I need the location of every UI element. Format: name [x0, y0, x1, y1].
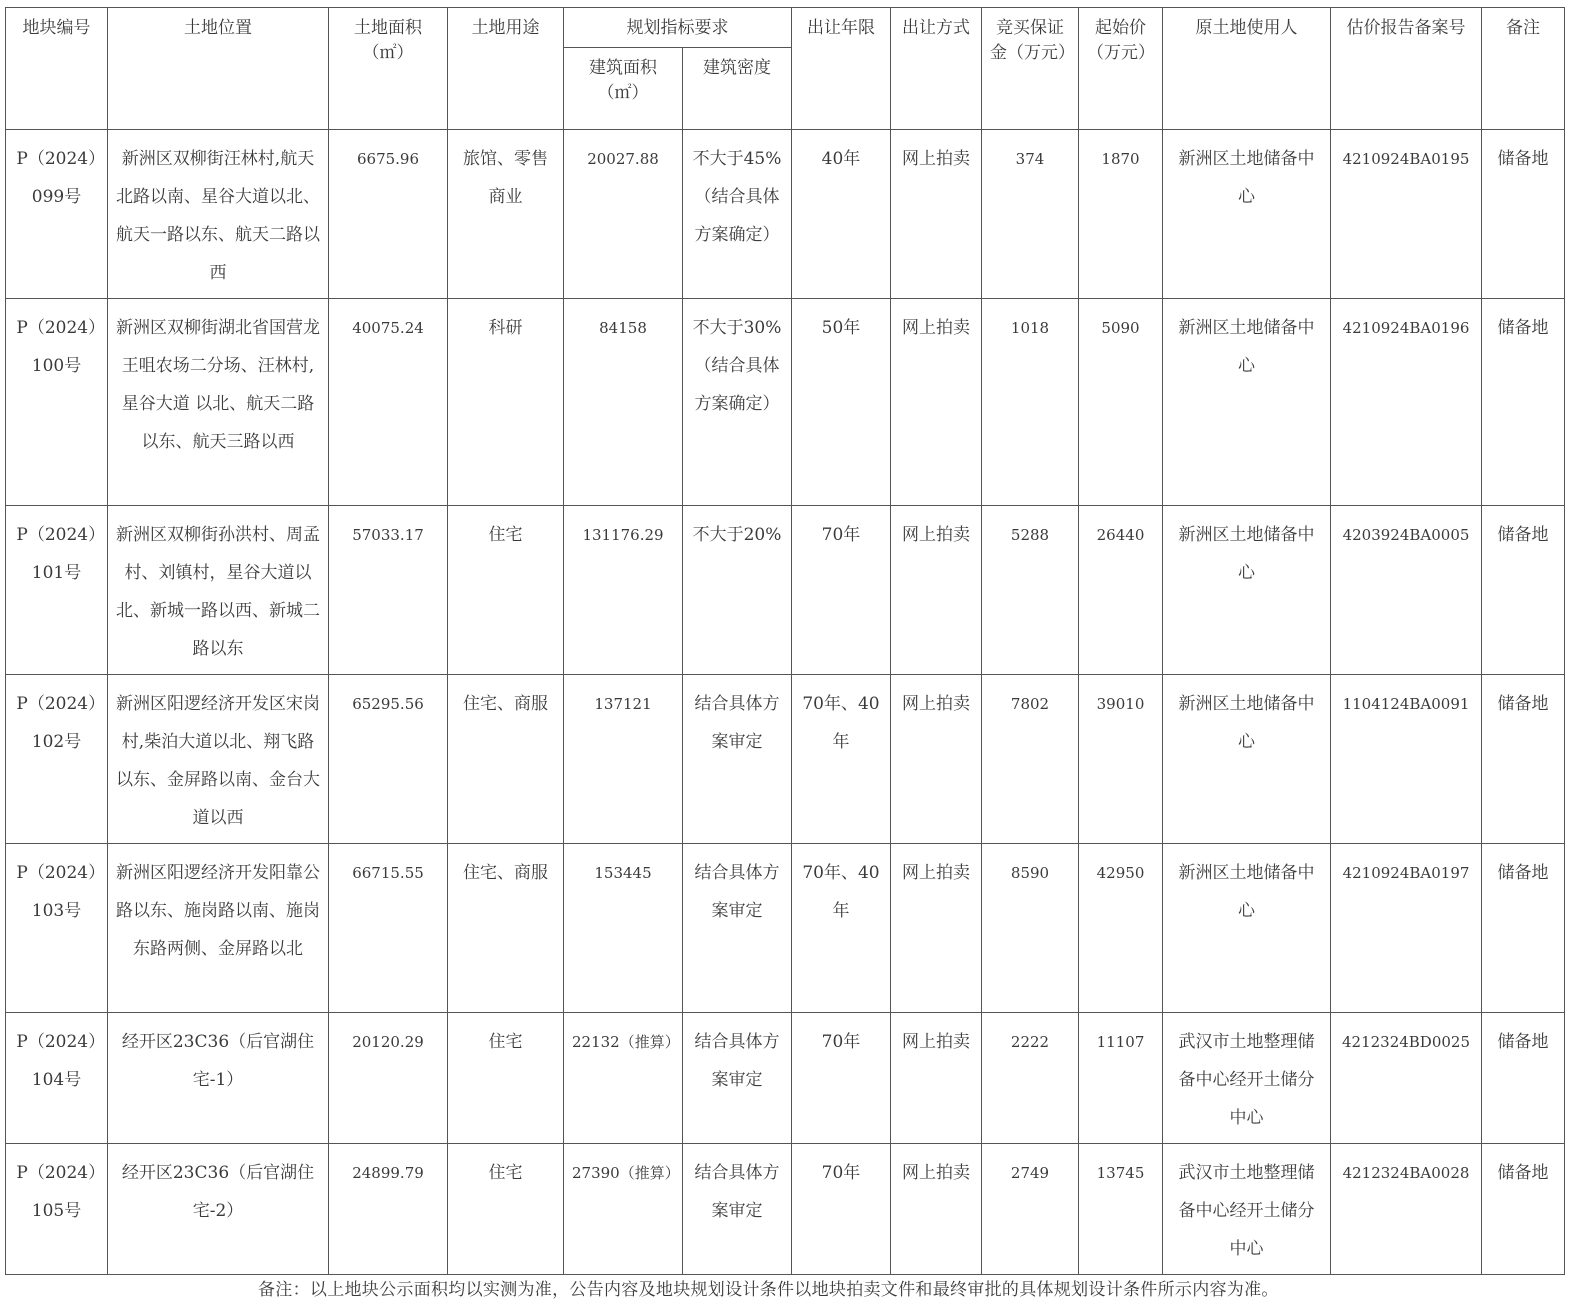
cell-original-user: 新洲区土地储备中心 — [1163, 844, 1331, 1013]
table-row — [6, 844, 1565, 1013]
cell-id: P（2024）103号 — [6, 844, 108, 1013]
cell-start-price: 42950 — [1079, 844, 1163, 1013]
table-row — [6, 130, 1565, 299]
cell-original-user: 新洲区土地储备中心 — [1163, 130, 1331, 299]
land-auction-table — [5, 7, 1565, 1275]
cell-term: 70年、40年 — [792, 844, 891, 1013]
cell-area: 57033.17 — [329, 506, 448, 675]
cell-id: P（2024）100号 — [6, 299, 108, 506]
table-row — [6, 1013, 1565, 1144]
cell-method: 网上拍卖 — [891, 130, 982, 299]
cell-start-price: 26440 — [1079, 506, 1163, 675]
header-term: 出让年限 — [792, 8, 891, 130]
cell-deposit: 5288 — [982, 506, 1079, 675]
cell-area: 6675.96 — [329, 130, 448, 299]
cell-density: 结合具体方案审定 — [683, 844, 792, 1013]
cell-area: 65295.56 — [329, 675, 448, 844]
cell-start-price: 13745 — [1079, 1144, 1163, 1275]
cell-floor-area: 153445 — [564, 844, 683, 1013]
cell-original-user: 新洲区土地储备中心 — [1163, 299, 1331, 506]
cell-report-no: 4212324BA0028 — [1331, 1144, 1482, 1275]
cell-report-no: 4210924BA0197 — [1331, 844, 1482, 1013]
table-row — [6, 1144, 1565, 1275]
cell-area: 66715.55 — [329, 844, 448, 1013]
cell-term: 40年 — [792, 130, 891, 299]
cell-remarks: 储备地 — [1482, 675, 1565, 844]
header-start-price: 起始价（万元） — [1079, 8, 1163, 130]
cell-original-user: 武汉市土地整理储备中心经开土储分中心 — [1163, 1013, 1331, 1144]
table-row — [6, 299, 1565, 506]
header-location: 土地位置 — [108, 8, 329, 130]
cell-deposit: 2222 — [982, 1013, 1079, 1144]
cell-use: 住宅、商服 — [448, 675, 564, 844]
table-row — [6, 675, 1565, 844]
cell-remarks: 储备地 — [1482, 130, 1565, 299]
cell-density: 不大于45%（结合具体方案确定） — [683, 130, 792, 299]
cell-location: 经开区23C36（后官湖住宅-2） — [108, 1144, 329, 1275]
cell-location: 新洲区阳逻经济开发阳靠公路以东、施岗路以南、施岗东路两侧、金屏路以北 — [108, 844, 329, 1013]
cell-id: P（2024）105号 — [6, 1144, 108, 1275]
cell-start-price: 5090 — [1079, 299, 1163, 506]
cell-floor-area: 84158 — [564, 299, 683, 506]
cell-method: 网上拍卖 — [891, 675, 982, 844]
cell-remarks: 储备地 — [1482, 1013, 1565, 1144]
cell-deposit: 2749 — [982, 1144, 1079, 1275]
header-density: 建筑密度 — [683, 48, 792, 130]
header-area: 土地面积（㎡） — [329, 8, 448, 130]
header-planning: 规划指标要求 — [564, 8, 792, 48]
cell-deposit: 7802 — [982, 675, 1079, 844]
cell-id: P（2024）101号 — [6, 506, 108, 675]
cell-method: 网上拍卖 — [891, 506, 982, 675]
cell-location: 新洲区双柳街汪林村,航天北路以南、星谷大道以北、航天一路以东、航天二路以西 — [108, 130, 329, 299]
cell-remarks: 储备地 — [1482, 1144, 1565, 1275]
cell-id: P（2024）099号 — [6, 130, 108, 299]
cell-location: 新洲区双柳街湖北省国营龙王咀农场二分场、汪林村,星谷大道 以北、航天二路以东、航天三路以西 — [108, 299, 329, 506]
cell-location: 新洲区阳逻经济开发区宋岗村,柴泊大道以北、翔飞路以东、金屏路以南、金台大道以西 — [108, 675, 329, 844]
cell-area: 20120.29 — [329, 1013, 448, 1144]
cell-floor-area: 22132（推算） — [564, 1013, 683, 1144]
cell-start-price: 11107 — [1079, 1013, 1163, 1144]
cell-density: 不大于30%（结合具体方案确定） — [683, 299, 792, 506]
cell-method: 网上拍卖 — [891, 1013, 982, 1144]
footnote: 备注：以上地块公示面积均以实测为准，公告内容及地块规划设计条件以地块拍卖文件和最终审批的具体规划设计条件所示内容为准。 — [258, 1280, 1279, 1300]
cell-use: 旅馆、零售商业 — [448, 130, 564, 299]
cell-remarks: 储备地 — [1482, 299, 1565, 506]
cell-use: 住宅 — [448, 1144, 564, 1275]
cell-report-no: 4210924BA0195 — [1331, 130, 1482, 299]
header-method: 出让方式 — [891, 8, 982, 130]
cell-report-no: 1104124BA0091 — [1331, 675, 1482, 844]
header-use: 土地用途 — [448, 8, 564, 130]
cell-deposit: 374 — [982, 130, 1079, 299]
cell-start-price: 1870 — [1079, 130, 1163, 299]
cell-use: 住宅 — [448, 1013, 564, 1144]
header-id: 地块编号 — [6, 8, 108, 130]
cell-floor-area: 27390（推算） — [564, 1144, 683, 1275]
cell-term: 70年 — [792, 1144, 891, 1275]
cell-id: P（2024）104号 — [6, 1013, 108, 1144]
header-report-no: 估价报告备案号 — [1331, 8, 1482, 130]
cell-report-no: 4210924BA0196 — [1331, 299, 1482, 506]
table-row — [6, 506, 1565, 675]
cell-deposit: 8590 — [982, 844, 1079, 1013]
header-remarks: 备注 — [1482, 8, 1565, 130]
cell-method: 网上拍卖 — [891, 299, 982, 506]
cell-report-no: 4203924BA0005 — [1331, 506, 1482, 675]
cell-floor-area: 20027.88 — [564, 130, 683, 299]
cell-density: 结合具体方案审定 — [683, 1144, 792, 1275]
header-floor-area: 建筑面积（㎡） — [564, 48, 683, 130]
header-deposit: 竞买保证金（万元） — [982, 8, 1079, 130]
cell-location: 经开区23C36（后官湖住宅-1） — [108, 1013, 329, 1144]
cell-id: P（2024）102号 — [6, 675, 108, 844]
cell-density: 结合具体方案审定 — [683, 1013, 792, 1144]
cell-deposit: 1018 — [982, 299, 1079, 506]
cell-floor-area: 137121 — [564, 675, 683, 844]
cell-method: 网上拍卖 — [891, 1144, 982, 1275]
cell-original-user: 武汉市土地整理储备中心经开土储分中心 — [1163, 1144, 1331, 1275]
cell-remarks: 储备地 — [1482, 844, 1565, 1013]
cell-density: 结合具体方案审定 — [683, 675, 792, 844]
cell-start-price: 39010 — [1079, 675, 1163, 844]
cell-original-user: 新洲区土地储备中心 — [1163, 506, 1331, 675]
cell-original-user: 新洲区土地储备中心 — [1163, 675, 1331, 844]
cell-remarks: 储备地 — [1482, 506, 1565, 675]
cell-term: 70年、40年 — [792, 675, 891, 844]
cell-report-no: 4212324BD0025 — [1331, 1013, 1482, 1144]
cell-method: 网上拍卖 — [891, 844, 982, 1013]
cell-term: 70年 — [792, 1013, 891, 1144]
header-original-user: 原土地使用人 — [1163, 8, 1331, 130]
cell-use: 住宅 — [448, 506, 564, 675]
cell-term: 50年 — [792, 299, 891, 506]
cell-location: 新洲区双柳街孙洪村、周孟村、刘镇村，星谷大道以北、新城一路以西、新城二路以东 — [108, 506, 329, 675]
cell-term: 70年 — [792, 506, 891, 675]
cell-use: 住宅、商服 — [448, 844, 564, 1013]
cell-area: 24899.79 — [329, 1144, 448, 1275]
cell-use: 科研 — [448, 299, 564, 506]
cell-area: 40075.24 — [329, 299, 448, 506]
cell-floor-area: 131176.29 — [564, 506, 683, 675]
table-body — [6, 130, 1565, 1275]
cell-density: 不大于20% — [683, 506, 792, 675]
